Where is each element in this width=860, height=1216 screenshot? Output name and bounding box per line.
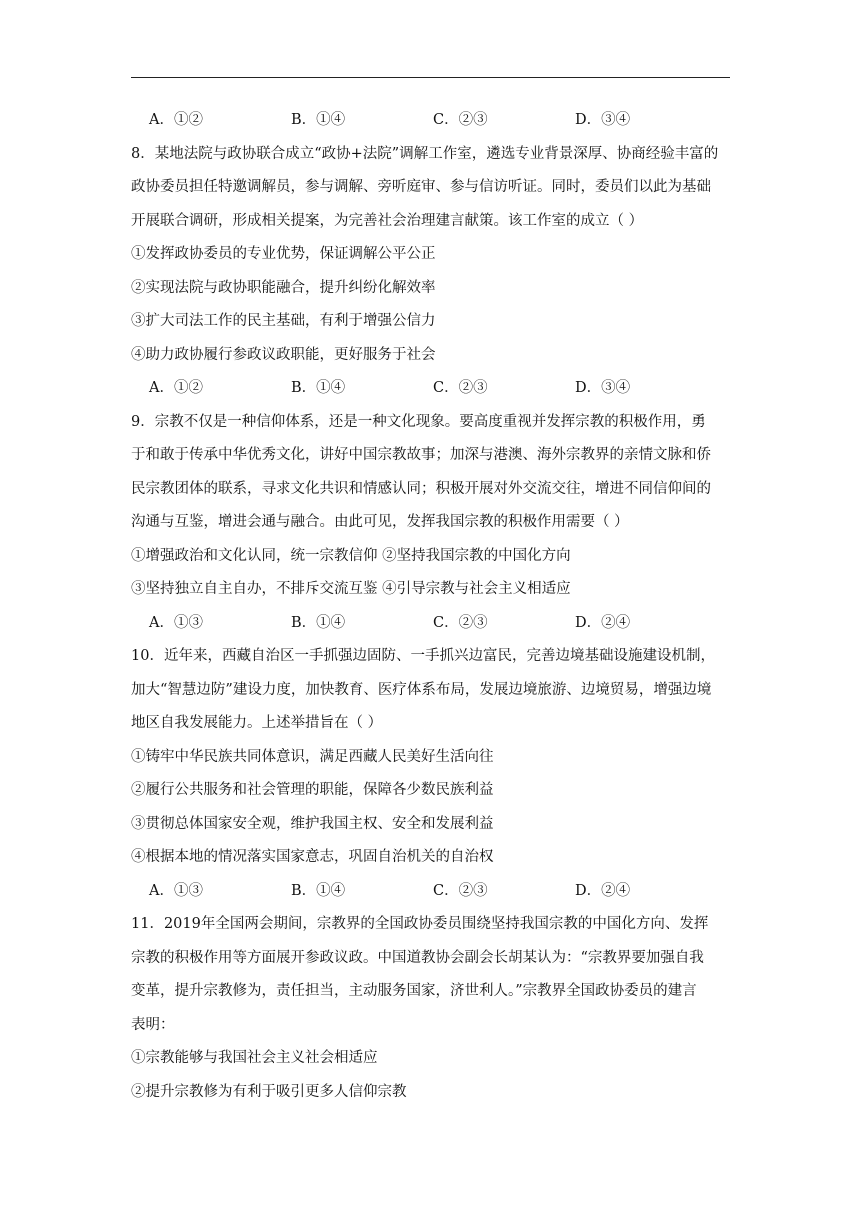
statement-item: ④根据本地的情况落实国家意志，巩固自治机关的自治权 <box>131 849 494 865</box>
statement-item: ②履行公共服务和社会管理的职能，保障各少数民族利益 <box>131 782 494 798</box>
statement-item: ②提升宗教修为有利于吸引更多人信仰宗教 <box>131 1083 407 1100</box>
question-stem-line: 宗教的积极作用等方面展开参政议政。中国道教协会副会长胡某认为：“宗教界要加强自我 <box>131 949 704 966</box>
header-rule <box>131 77 730 78</box>
question-stem-line: 于和敢于传承中华优秀文化，讲好中国宗教故事；加深与港澳、海外宗教界的亲情文脉和侨 <box>131 447 711 463</box>
question-q11 <box>131 908 731 1109</box>
answer-option: A．①③ <box>149 882 203 899</box>
question-q7 <box>131 104 731 138</box>
statement-item: ②实现法院与政协职能融合，提升纠纷化解效率 <box>131 279 436 296</box>
answer-option: B．①④ <box>291 380 346 396</box>
question-stem-line: 表明： <box>131 1016 175 1033</box>
answer-option: B．①④ <box>291 614 346 631</box>
question-stem-line: 变革，提升宗教修为，责任担当，主动服务国家，济世利人。”宗教界全国政协委员的建言 <box>131 983 697 999</box>
question-q8 <box>131 138 731 406</box>
statement-item: ①增强政治和文化认同，统一宗教信仰 ②坚持我国宗教的中国化方向 <box>131 547 571 564</box>
question-stem-line: 地区自我发展能力。上述举措旨在（ ） <box>131 715 383 731</box>
statement-item: ①发挥政协委员的专业优势，保证调解公平公正 <box>131 246 436 262</box>
answer-option: A．①③ <box>149 614 203 631</box>
answer-options <box>131 607 731 641</box>
question-q10 <box>131 640 731 908</box>
question-stem-line: 开展联合调研，形成相关提案，为完善社会治理建言献策。该工作室的成立（ ） <box>131 212 644 229</box>
answer-option: A．①② <box>149 112 203 128</box>
statement-item: ①铸牢中华民族共同体意识，满足西藏人民美好生活向往 <box>131 748 494 765</box>
question-q9 <box>131 406 731 641</box>
question-stem-line: 11．2019年全国两会期间，宗教界的全国政协委员围绕坚持我国宗教的中国化方向、发挥 <box>131 916 709 932</box>
answer-options <box>131 104 731 138</box>
answer-option: C．②③ <box>433 614 488 631</box>
statement-item: ③扩大司法工作的民主基础，有利于增强公信力 <box>131 313 436 329</box>
answer-option: D．③④ <box>575 112 631 128</box>
answer-option: D．③④ <box>575 380 631 396</box>
answer-option: D．②④ <box>575 882 631 899</box>
question-stem-line: 10．近年来，西藏自治区一手抓强边固防、一手抓兴边富民，完善边境基础设施建设机制， <box>131 648 715 664</box>
answer-options <box>131 372 731 406</box>
statement-item: ④助力政协履行参政议政职能，更好服务于社会 <box>131 346 436 363</box>
answer-option: C．②③ <box>433 112 488 128</box>
question-stem-line: 沟通与互鉴，增进会通与融合。由此可见，发挥我国宗教的积极作用需要（ ） <box>131 514 629 530</box>
answer-options <box>131 875 731 909</box>
statement-item: ③坚持独立自主自办，不排斥交流互鉴 ④引导宗教与社会主义相适应 <box>131 581 571 597</box>
questions-container <box>131 104 731 1109</box>
answer-option: B．①④ <box>291 112 346 128</box>
question-stem-line: 8．某地法院与政协联合成立“政协+法院”调解工作室，遴选专业背景深厚、协商经验丰富的 <box>131 145 719 162</box>
answer-option: C．②③ <box>433 380 488 396</box>
question-stem-line: 民宗教团体的联系，寻求文化共识和情感认同；积极开展对外交流交往，增进不同信仰间的 <box>131 480 711 497</box>
question-stem-line: 加大“智慧边防”建设力度，加快教育、医疗体系布局，发展边境旅游、边境贸易，增强边境 <box>131 681 712 698</box>
answer-option: D．②④ <box>575 614 631 631</box>
answer-option: A．①② <box>149 380 203 396</box>
answer-option: C．②③ <box>433 882 488 899</box>
answer-option: B．①④ <box>291 882 346 899</box>
question-stem-line: 政协委员担任特邀调解员，参与调解、旁听庭审、参与信访听证。同时，委员们以此为基础 <box>131 179 711 195</box>
statement-item: ③贯彻总体国家安全观，维护我国主权、安全和发展利益 <box>131 815 494 832</box>
statement-item: ①宗教能够与我国社会主义社会相适应 <box>131 1050 378 1066</box>
question-stem-line: 9．宗教不仅是一种信仰体系，还是一种文化现象。要高度重视并发挥宗教的积极作用，勇 <box>131 413 706 430</box>
